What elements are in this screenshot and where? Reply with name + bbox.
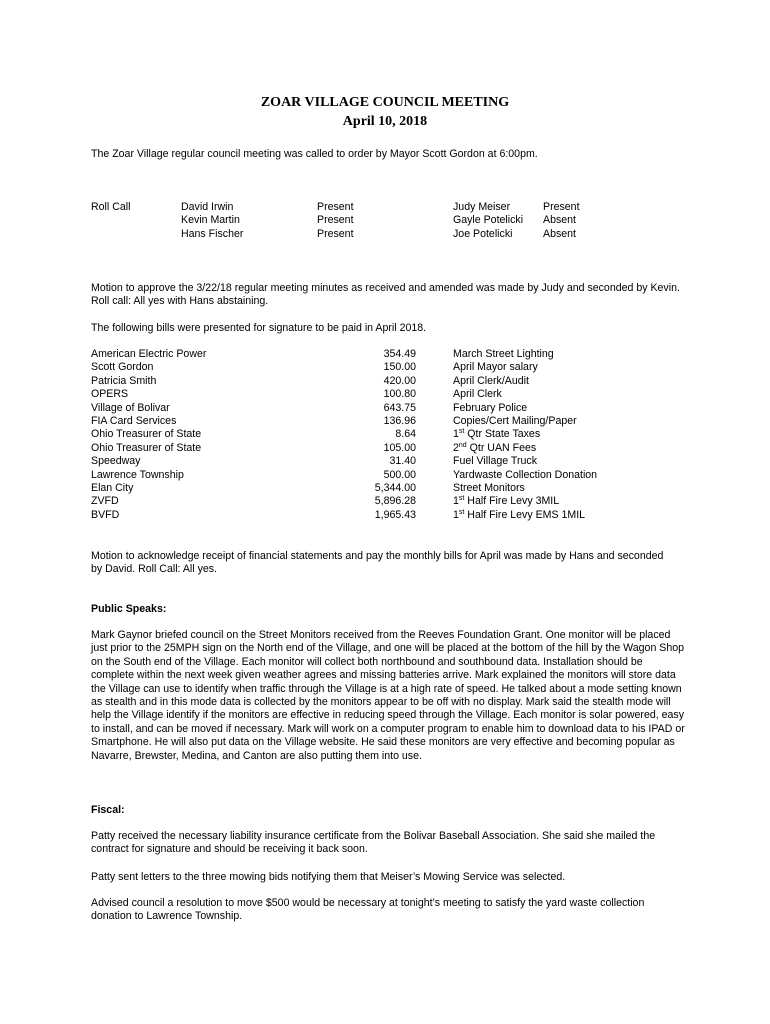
roll-call-right-names xyxy=(453,201,523,241)
bill-description: March Street Lighting xyxy=(453,348,554,360)
roll-call-left-status xyxy=(317,201,354,241)
meeting-date: April 10, 2018 xyxy=(342,114,428,129)
bills-amount-column xyxy=(330,348,416,522)
roll-call-status: Absent xyxy=(543,214,576,227)
bill-payee: Patricia Smith xyxy=(91,374,157,387)
roll-call-left-names xyxy=(181,201,243,241)
public-speaks-paragraph: Mark Gaynor briefed council on the Street Monitors received from the Reeves Foundation Grant. One monitor will be placed just prior to the 25MPH sign on the North end of the Village, and one will be placed at the bottom of the hill by the Wagon Shop on the South end of the Village. Each monitor will collect both northbound and southbound data. Installation should be complete within the next week given weather agrees and missing batteries arrive. Mark explained the monitors will store data the Village can use to identify when traffic through the Village is at a high rate of speed. He talked about a mode setting known as stealth and in this mode data is collected by the monitors appear to be off with no display. Mark said the stealth mode will help the Village identify if the monitors are effective in reducing speed through the Village. Each monitor is solar powered, easy to install, and can be moved if necessary. Mark will work on a computer program to enable him to download data to his IPAD or Smartphone. He will also put data on the Village website. He said these monitors are very effective and becoming popular as Navarre, Brewster, Medina, and Canton are also putting them into use. xyxy=(91,629,685,762)
roll-call-name: Hans Fischer xyxy=(181,227,244,240)
bill-payee: Village of Bolivar xyxy=(91,401,170,414)
bill-payee: American Electric Power xyxy=(91,348,207,360)
bill-amount: 500.00 xyxy=(383,468,416,481)
roll-call-label: Roll Call xyxy=(91,201,131,213)
bill-amount: 354.49 xyxy=(383,348,416,360)
bill-amount: 8.64 xyxy=(395,428,416,441)
bill-payee: Scott Gordon xyxy=(91,361,154,374)
document-title: ZOAR VILLAGE COUNCIL MEETING xyxy=(260,95,510,110)
bills-payee-column xyxy=(91,348,206,522)
bill-amount: 105.00 xyxy=(383,441,416,454)
bills-description-column xyxy=(453,348,597,522)
bill-amount: 150.00 xyxy=(383,361,416,374)
roll-call-status: Absent xyxy=(543,227,576,240)
roll-call-status: Present xyxy=(317,201,354,213)
bill-description: 1st Half Fire Levy EMS 1MIL xyxy=(453,508,586,521)
bill-description: Yardwaste Collection Donation xyxy=(453,468,598,481)
bill-payee: Ohio Treasurer of State xyxy=(91,428,202,441)
bill-description: 2nd Qtr UAN Fees xyxy=(453,441,537,454)
roll-call-status: Present xyxy=(317,227,354,240)
bill-description: April Mayor salary xyxy=(453,361,538,374)
roll-call-right-status xyxy=(543,201,580,241)
fiscal-heading: Fiscal: xyxy=(91,804,125,816)
roll-call-name: Judy Meiser xyxy=(453,201,511,213)
bill-description: Fuel Village Truck xyxy=(453,455,538,468)
bill-amount: 643.75 xyxy=(383,401,416,414)
bill-payee: BVFD xyxy=(91,508,120,521)
bill-description: February Police xyxy=(453,401,528,414)
bill-payee: Ohio Treasurer of State xyxy=(91,441,202,454)
bill-description: April Clerk/Audit xyxy=(453,374,529,387)
bill-amount: 420.00 xyxy=(383,374,416,387)
bill-payee: Speedway xyxy=(91,455,141,468)
roll-call-status: Present xyxy=(317,214,354,227)
fiscal-paragraph: Advised council a resolution to move $500 would be necessary at tonight’s meeting to satisfy the yard waste collection donation to Lawrence Township. xyxy=(91,897,645,923)
public-speaks-heading: Public Speaks: xyxy=(91,603,167,615)
bill-description: April Clerk xyxy=(453,388,502,401)
bill-payee: FIA Card Services xyxy=(91,415,177,428)
motion-bills-paragraph: Motion to acknowledge receipt of financial statements and pay the monthly bills for April was made by Hans and seconded by David. Roll Call: All yes. xyxy=(91,550,664,576)
bill-payee: Lawrence Township xyxy=(91,468,184,481)
roll-call-status: Present xyxy=(543,201,580,213)
bill-amount: 100.80 xyxy=(383,388,416,401)
bill-payee: Elan City xyxy=(91,482,134,495)
bill-amount: 1,965.43 xyxy=(374,508,416,521)
roll-call-name: David Irwin xyxy=(181,201,234,213)
bill-amount: 5,896.28 xyxy=(374,495,416,508)
motion-minutes-paragraph: Motion to approve the 3/22/18 regular meeting minutes as received and amended was made by Judy and seconded by Kevin. Roll call: All yes with Hans abstaining. xyxy=(91,282,680,308)
bill-description: Street Monitors xyxy=(453,482,525,495)
bill-amount: 5,344.00 xyxy=(374,482,416,495)
roll-call-name: Joe Potelicki xyxy=(453,227,513,240)
roll-call-name: Gayle Potelicki xyxy=(453,214,524,227)
bill-payee: OPERS xyxy=(91,388,129,401)
bill-amount: 31.40 xyxy=(389,455,416,468)
bill-amount: 136.96 xyxy=(383,415,416,428)
roll-call-name: Kevin Martin xyxy=(181,214,240,227)
fiscal-paragraph: Patty received the necessary liability insurance certificate from the Bolivar Baseball Association. She said she mailed the contract for signature and should be receiving it back soon. xyxy=(91,830,656,856)
bill-description: 1st Half Fire Levy 3MIL xyxy=(453,495,560,508)
fiscal-paragraph: Patty sent letters to the three mowing bids notifying them that Meiser’s Mowing Service was selected. xyxy=(91,871,566,883)
bill-description: Copies/Cert Mailing/Paper xyxy=(453,415,577,428)
bills-intro: The following bills were presented for signature to be paid in April 2018. xyxy=(91,322,427,334)
intro-paragraph: The Zoar Village regular council meeting was called to order by Mayor Scott Gordon at 6:00pm. xyxy=(91,148,538,160)
bill-description: 1st Qtr State Taxes xyxy=(453,428,541,441)
bill-payee: ZVFD xyxy=(91,495,119,508)
